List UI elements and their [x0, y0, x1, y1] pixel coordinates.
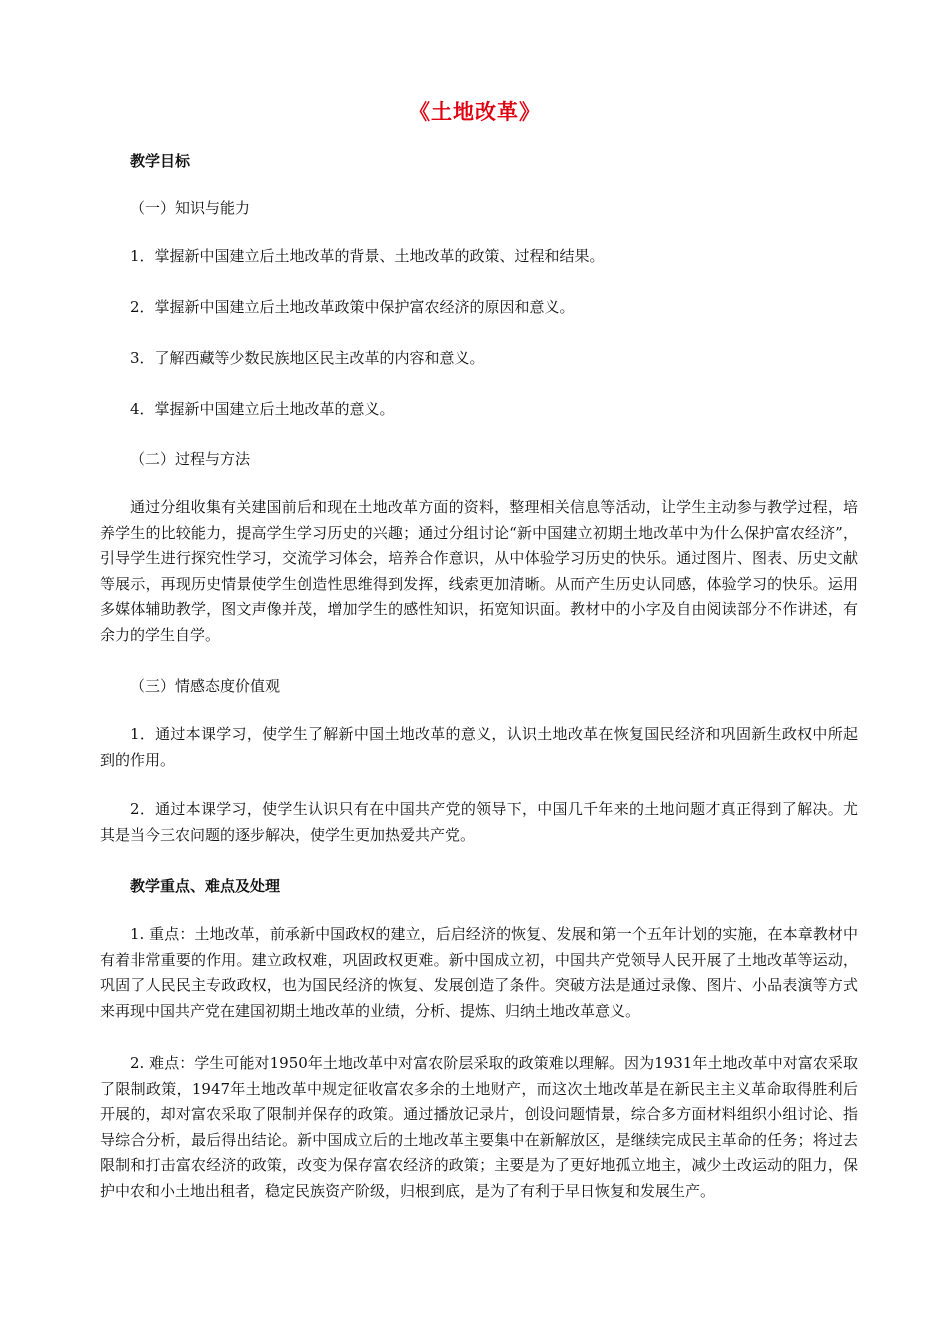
section-heading-key-points: 教学重点、难点及处理	[130, 877, 281, 895]
difficulty-paragraph: 2. 难点：学生可能对1950年土地改革中对富农阶层采取的政策难以理解。因为1931年土地改革中对富农采取了限制政策，1947年土地改革中规定征收富农多余的土地财产，而这次土地改革是在新民主主义革命取得胜利后开展的，却对富农采取了限制并保存的政策。通过播放记录片，创设问题情景，综合多方面材料组织小组讨论、指导综合分析，最后得出结论。新中国成立后的土地改革主要集中在新解放区，是继续完成民主革命的任务；将过去限制和打击富农经济的政策，改变为保存富农经济的政策；主要是为了更好地孤立地主，减少土改运动的阻力，保护中农和小土地出租者，稳定民族资产阶级，归根到底，是为了有利于早日恢复和发展生产。	[100, 1054, 858, 1200]
goal-item-2: 2．掌握新中国建立后土地改革政策中保护富农经济的原因和意义。	[130, 298, 575, 316]
sub-heading-process-method: （二）过程与方法	[130, 450, 251, 468]
emotion-paragraph-2: 2．通过本课学习，使学生认识只有在中国共产党的领导下，中国几千年来的土地问题才真正得到了解决。尤其是当今三农问题的逐步解决，使学生更加热爱共产党。	[100, 800, 858, 844]
key-point-paragraph: 1. 重点：土地改革，前承新中国政权的建立，后启经济的恢复、发展和第一个五年计划的实施，在本章教材中有着非常重要的作用。建立政权难，巩固政权更难。新中国成立初，中国共产党领导人民开展了土地改革等运动，巩固了人民民主专政政权，也为国民经济的恢复、发展创造了条件。突破方法是通过录像、图片、小品表演等方式来再现中国共产党在建国初期土地改革的业绩，分析、提炼、归纳土地改革意义。	[100, 925, 858, 1020]
section-heading-teaching-goals: 教学目标	[130, 152, 191, 170]
emotion-paragraph-1: 1．通过本课学习，使学生了解新中国土地改革的意义，认识土地改革在恢复国民经济和巩固新生政权中所起到的作用。	[100, 725, 858, 769]
document-title: 《土地改革》	[409, 99, 541, 124]
sub-heading-knowledge-ability: （一）知识与能力	[130, 199, 251, 217]
sub-heading-emotion-values: （三）情感态度价值观	[130, 677, 281, 695]
process-method-paragraph: 通过分组收集有关建国前后和现在土地改革方面的资料，整理相关信息等活动，让学生主动参与教学过程，培养学生的比较能力，提高学生学习历史的兴趣；通过分组讨论“新中国建立初期土地改革中为什么保护富农经济”，引导学生进行探究性学习，交流学习体会，培养合作意识，从中体验学习历史的快乐。通过图片、图表、历史文献等展示，再现历史情景使学生创造性思维得到发挥，线索更加清晰。从而产生历史认同感，体验学习的快乐。运用多媒体辅助教学，图文声像并茂，增加学生的感性知识，拓宽知识面。教材中的小字及自由阅读部分不作讲述，有余力的学生自学。	[100, 498, 858, 644]
goal-item-4: 4．掌握新中国建立后土地改革的意义。	[130, 400, 395, 418]
goal-item-1: 1．掌握新中国建立后土地改革的背景、土地改革的政策、过程和结果。	[130, 247, 605, 265]
goal-item-3: 3．了解西藏等少数民族地区民主改革的内容和意义。	[130, 349, 485, 367]
